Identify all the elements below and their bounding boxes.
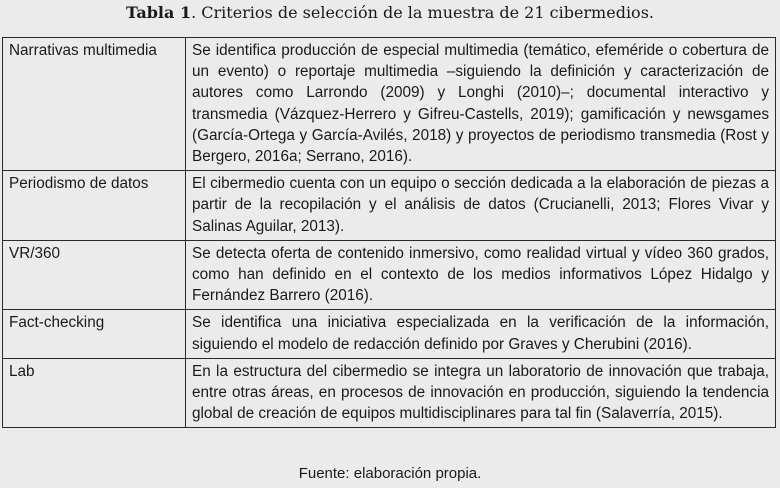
table-row	[3, 38, 776, 171]
table-caption	[0, 3, 780, 23]
table-row	[3, 358, 776, 428]
table-row	[3, 310, 776, 358]
criterion-description: Se detecta oferta de contenido inmersivo, como realidad virtual y vídeo 360 grados, como han definido en el contexto de los medios informativos López Hidalgo y Fernández Barrero (2016).	[186, 240, 776, 310]
criteria-table	[2, 37, 776, 428]
table-caption-text: . Criterios de selección de la muestra de 21 cibermedios.	[191, 3, 654, 22]
table-row	[3, 171, 776, 241]
criterion-term: Fact-checking	[3, 310, 186, 358]
table-caption-label: Tabla 1	[126, 3, 192, 22]
criterion-description: El cibermedio cuenta con un equipo o sección dedicada a la elaboración de piezas a partir de la recopilación y el análisis de datos (Crucianelli, 2013; Flores Vivar y Salinas Aguilar, 2013).	[186, 171, 776, 241]
criterion-term: VR/360	[3, 240, 186, 310]
criterion-description: Se identifica una iniciativa especializada en la verificación de la información, siguiendo el modelo de redacción definido por Graves y Cherubini (2016).	[186, 310, 776, 358]
table-source-note: Fuente: elaboración propia.	[298, 465, 482, 482]
criterion-description: En la estructura del cibermedio se integra un laboratorio de innovación que trabaja, entre otras áreas, en procesos de innovación en producción, siguiendo la tendencia global de creación de equipos multidisciplinares para tal fin (Salaverría, 2015).	[186, 358, 776, 428]
criterion-description: Se identifica producción de especial multimedia (temático, efeméride o cobertura de un evento) o reportaje multimedia –siguiendo la definición y caracterización de autores como Larrondo (2009) y Longhi (2010)–; documental interactivo y transmedia (Vázquez-Herrero y Gifreu-Castells, 2019); gamificación y newsgames (García-Ortega y García-Avilés, 2018) y proyectos de periodismo transmedia (Rost y Bergero, 2016a; Serrano, 2016).	[186, 38, 776, 171]
criterion-term: Narrativas multimedia	[3, 38, 186, 171]
criterion-term: Periodismo de datos	[3, 171, 186, 241]
table-row	[3, 240, 776, 310]
criterion-term: Lab	[3, 358, 186, 428]
